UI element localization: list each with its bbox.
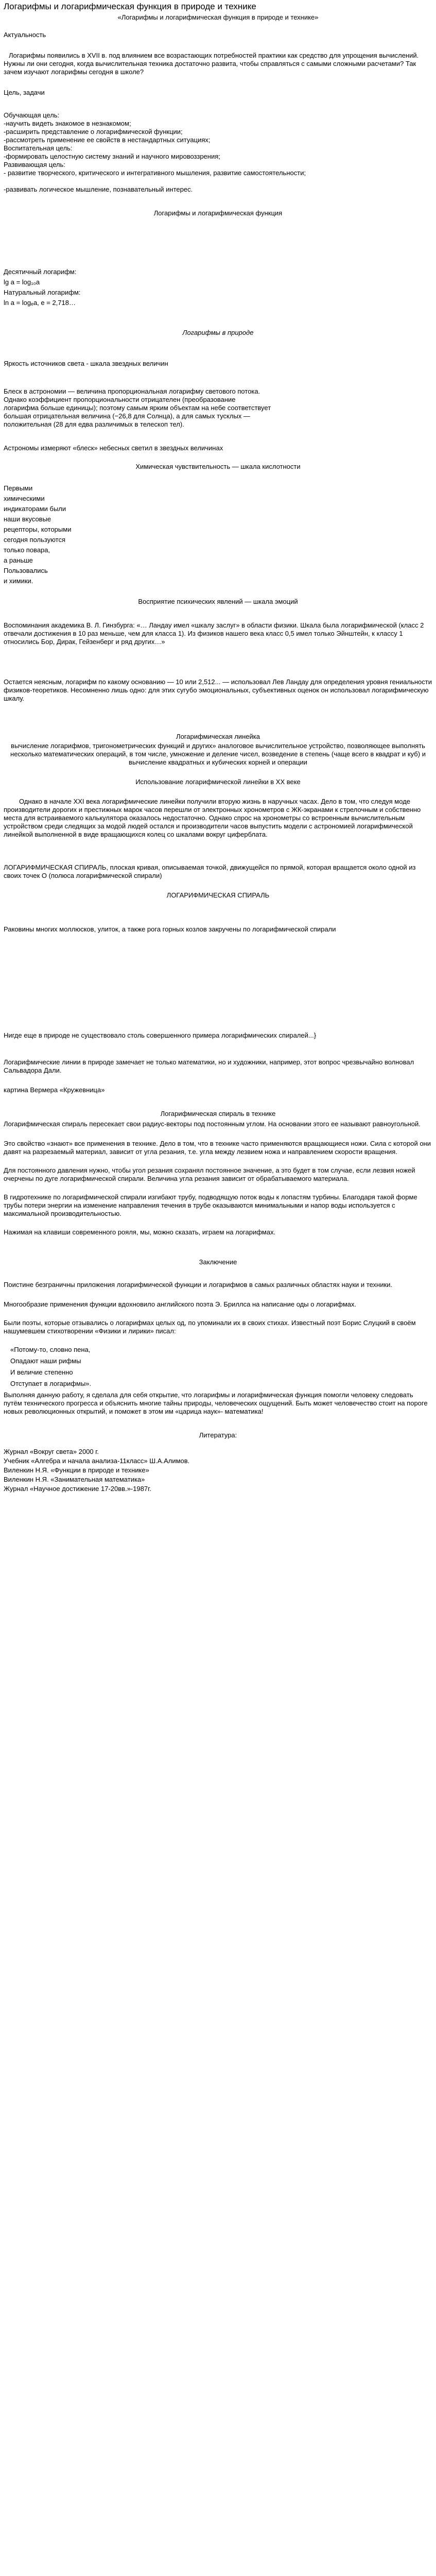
func-line-2: lg a = log₁₀a xyxy=(4,278,40,286)
goal-line-6: -формировать целостную систему знаний и научного мировоззрения; xyxy=(4,152,220,160)
conclusion-text-2: Многообразие применения функции вдохновило английского поэта Э. Бриллса на написание оды о логарифмах. xyxy=(4,1300,357,1308)
tech-text-3: Для постоянного давления нужно, чтобы угол резания сохранял постоянное значение, а это будет в том случае, если лезвия ножей очерчены по дуге логарифмической спирали. Величина угла резания зависит от обрабатываемого материала. xyxy=(4,1166,415,1182)
conclusion-text-1: Поистине безграничны приложения логарифмической функции и логарифмов в самых различных областях науки и техники. xyxy=(4,1281,393,1289)
poem-line-1: «Потому-то, словно пена, xyxy=(10,1346,91,1353)
psy-heading: Восприятие психических явлений — шкала эмоций xyxy=(138,598,298,605)
psy-text: Воспоминания академика В. Л. Гинзбурга: «… Ландау имел «шкалу заслуг» в области физики. Шкала была логарифмической (класс 2 отвечали достижения в 10 раз меньше, чем для класса 1). Из физиков нашего века класс 0,5 имел только Эйнштейн, к классу 1 относились Бор, Дирак, Гейзенберг и ряд других…» xyxy=(4,621,424,646)
ruler-text: вычисление логарифмов, тригонометрических функций и других» аналоговое вычислительное устройство, позволяющее выполнять несколько математических операций, в том числе, умножение и деление чисел, возведение в степень (чаще всего в квадрат и куб) и вычисление квадратных и кубических корней и операции xyxy=(10,742,426,766)
spiral-intro: ЛОГАРИФМИЧЕСКАЯ СПИРАЛЬ, плоская кривая, описываемая точкой, движущейся по прямой, которая вращается около одной из своих точек О (полюса логарифмической спирали) xyxy=(4,863,416,879)
page-subtitle: «Логарифмы и логарифмическая функция в природе и технике» xyxy=(117,13,319,21)
literature-item-2: Учебник «Алгебра и начала анализа-11класс» Ш.А.Алимов. xyxy=(4,1457,190,1465)
literature-item-4: Виленкин Н.Я. «Занимательная математика» xyxy=(4,1476,145,1483)
chem-word-10: и химики. xyxy=(4,577,33,585)
tech-text-1: Логарифмическая спираль пересекает свои радиус-векторы под постоянным углом. На основании этого ее называют равноугольной. xyxy=(4,1120,421,1128)
goal-line-2: -научить видеть знакомое в незнакомом; xyxy=(4,120,131,127)
func-heading: Логарифмы и логарифмическая функция xyxy=(153,209,283,217)
chem-word-4: наши вкусовые xyxy=(4,515,51,523)
relevance-text: Логарифмы появились в XVII в. под влиянием все возрастающих потребностей практики как средство для упрощения вычислений. Нужны ли они сегодня, когда вычислительная техника достаточно развита, чтобы справляться с самыми сложными расчетами? Так зачем изучают логарифмы сегодня в школе? xyxy=(4,52,419,76)
func-line-3: Натуральный логарифм: xyxy=(4,289,81,296)
emotion-text: Остается неясным, логарифм по какому основанию — 10 или 2,512... — использовал Лев Ландау для определения уровня гениальности физиков-теоретиков. Несомненно лишь одно: для этих сугубо эмоциональных, субъективных оценок он использовал логарифмическую шкалу. xyxy=(4,678,432,702)
goal-line-1: Обучающая цель: xyxy=(4,111,60,119)
chem-word-6: сегодня пользуются xyxy=(4,536,66,544)
chem-word-9: Пользовались xyxy=(4,567,48,574)
chem-heading: Химическая чувствительность — шкала кислотности xyxy=(135,463,301,470)
shells-text: Раковины многих моллюсков, улиток, а также рога горных козлов закручены по логарифмической спирали xyxy=(4,925,336,933)
tech-text-4: В гидротехнике по логарифмической спирали изгибают трубу, подводящую поток воды к лопастям турбины. Благодаря такой форме трубы потери энергии на изменение направления течения в трубе оказываются минимальными и напор воды используется с максимальной производительностью. xyxy=(4,1193,417,1217)
ruler-text-2: Использование логарифмической линейки в XX веке xyxy=(135,778,301,786)
vermeer-caption: картина Вермера «Кружевница» xyxy=(4,1086,105,1094)
literature-heading: Литература: xyxy=(199,1431,237,1439)
astro-text-2: Астрономы измеряют «блеск» небесных светил в звездных величинах xyxy=(4,444,223,452)
relevance-heading: Актуальность xyxy=(4,31,46,39)
poem-line-4: Отступает в логарифмы». xyxy=(10,1380,92,1387)
func-line-1: Десятичный логарифм: xyxy=(4,268,77,276)
page-title: Логарифмы и логарифмическая функция в природе и технике xyxy=(4,2,256,11)
dali-text: Логарифмические линии в природе замечает не только математики, но и художники, например, этот вопрос чрезвычайно волновал Сальвадора Дали. xyxy=(4,1058,414,1074)
conclusion-text-3: Были поэты, которые отзывались о логарифмах целых од, по упоминали их в своих стихах. Известный поэт Борис Слуцкий в своём нашумевшем стихотворении «Физики и лирики» писал: xyxy=(4,1319,416,1335)
conclusion-heading: Заключение xyxy=(199,1258,237,1266)
literature-item-3: Виленкин Н.Я. «Функции в природе и технике» xyxy=(4,1466,149,1474)
goal-line-3: -расширить представление о логарифмической функции; xyxy=(4,128,183,135)
ruler-text-3: Однако в начале XXI века логарифмические линейки получили вторую жизнь в наручных часах. Дело в том, что следуя моде производители дорогих и престижных марок часов перешли от электронных хронометров с ЖК-экранами к стрелочным и собственно места для встраиваемого калькулятора оказалось недостаточно. Однако спрос на хронометры со встроенным вычислительным устройством среди следящих за модой людей остался и производители часов выпустить модели с астрономией логарифмической линейкой выполненной в виде вращающихся колец со шкалами вокруг циферблата. xyxy=(4,798,421,838)
chem-word-8: а раньше xyxy=(4,556,33,564)
nowhere-text: Нигде еще в природе не существовало столь совершенного примера логарифмических спиралей...} xyxy=(4,1031,317,1039)
goal-line-5: Воспитательная цель: xyxy=(4,144,73,152)
tech-text-2: Это свойство «знают» все применения в технике. Дело в том, что в технике часто применяются вращающиеся ножи. Сила с которой они давят на разрезаемый материал, зависит от угла резания, т.е. угла между лезвием ножа и направлением скорости вращения. xyxy=(4,1140,431,1156)
goal-line-8: - развитие творческого, критического и интегративного мышления, развитие самостоятельности; xyxy=(4,169,306,177)
astro-text: Блеск в астрономии — величина пропорциональная логарифму светового потока. Однако коэффициент пропорциональности отрицателен (преобразование логарифма больше единицы); поэтому самым ярким объектам на небе соответствует большая отрицательная величина (−26,8 для Солнца), а для самых тусклых — положительная (28 для едва различимых в телескоп тел). xyxy=(4,387,271,428)
chem-word-1: Первыми xyxy=(4,484,33,492)
goal-line-4: -рассмотреть применение ее свойств в нестандартных ситуациях; xyxy=(4,136,211,144)
goal-line-9: -развивать логическое мышление, познавательный интерес. xyxy=(4,185,193,193)
nature-heading: Логарифмы в природе xyxy=(182,329,254,336)
chem-word-5: рецепторы, которыми xyxy=(4,526,72,533)
literature-item-1: Журнал «Вокруг света» 2000 г. xyxy=(4,1448,99,1455)
brightness-heading: Яркость источников света - шкала звездных величин xyxy=(4,360,168,367)
goals-heading: Цель, задачи xyxy=(4,89,45,96)
conclusion-text-4: Выполняя данную работу, я сделала для себя открытие, что логарифмы и логарифмическая функция помогли человеку следовать путём технического прогресса и объяснить многие тайны природы, человеческих ощущений. Быть может человечество стоит на пороге новых революционных открытий, и поможет в этом им «царица наук»- математика! xyxy=(4,1391,428,1415)
ruler-heading: Логарифмическая линейка xyxy=(176,733,260,740)
tech-heading: Логарифмическая спираль в технике xyxy=(160,1110,276,1117)
poem-line-2: Опадают наши рифмы xyxy=(10,1357,81,1365)
chem-word-7: только повара, xyxy=(4,546,50,554)
poem-line-3: И величие степенно xyxy=(10,1368,73,1376)
tech-text-5: Нажимая на клавиши современного рояля, мы, можно сказать, играем на логарифмах. xyxy=(4,1228,276,1236)
goal-line-7: Развивающая цель: xyxy=(4,161,65,168)
chem-word-2: химическими xyxy=(4,495,45,502)
spiral-heading: ЛОГАРИФМИЧЕСКАЯ СПИРАЛЬ xyxy=(166,891,270,899)
func-line-4: ln a = logₑa, e = 2,718… xyxy=(4,299,76,307)
chem-word-3: индикаторами были xyxy=(4,505,66,513)
literature-item-5: Журнал «Научное достижение 17-20вв.»-1987г. xyxy=(4,1485,151,1493)
